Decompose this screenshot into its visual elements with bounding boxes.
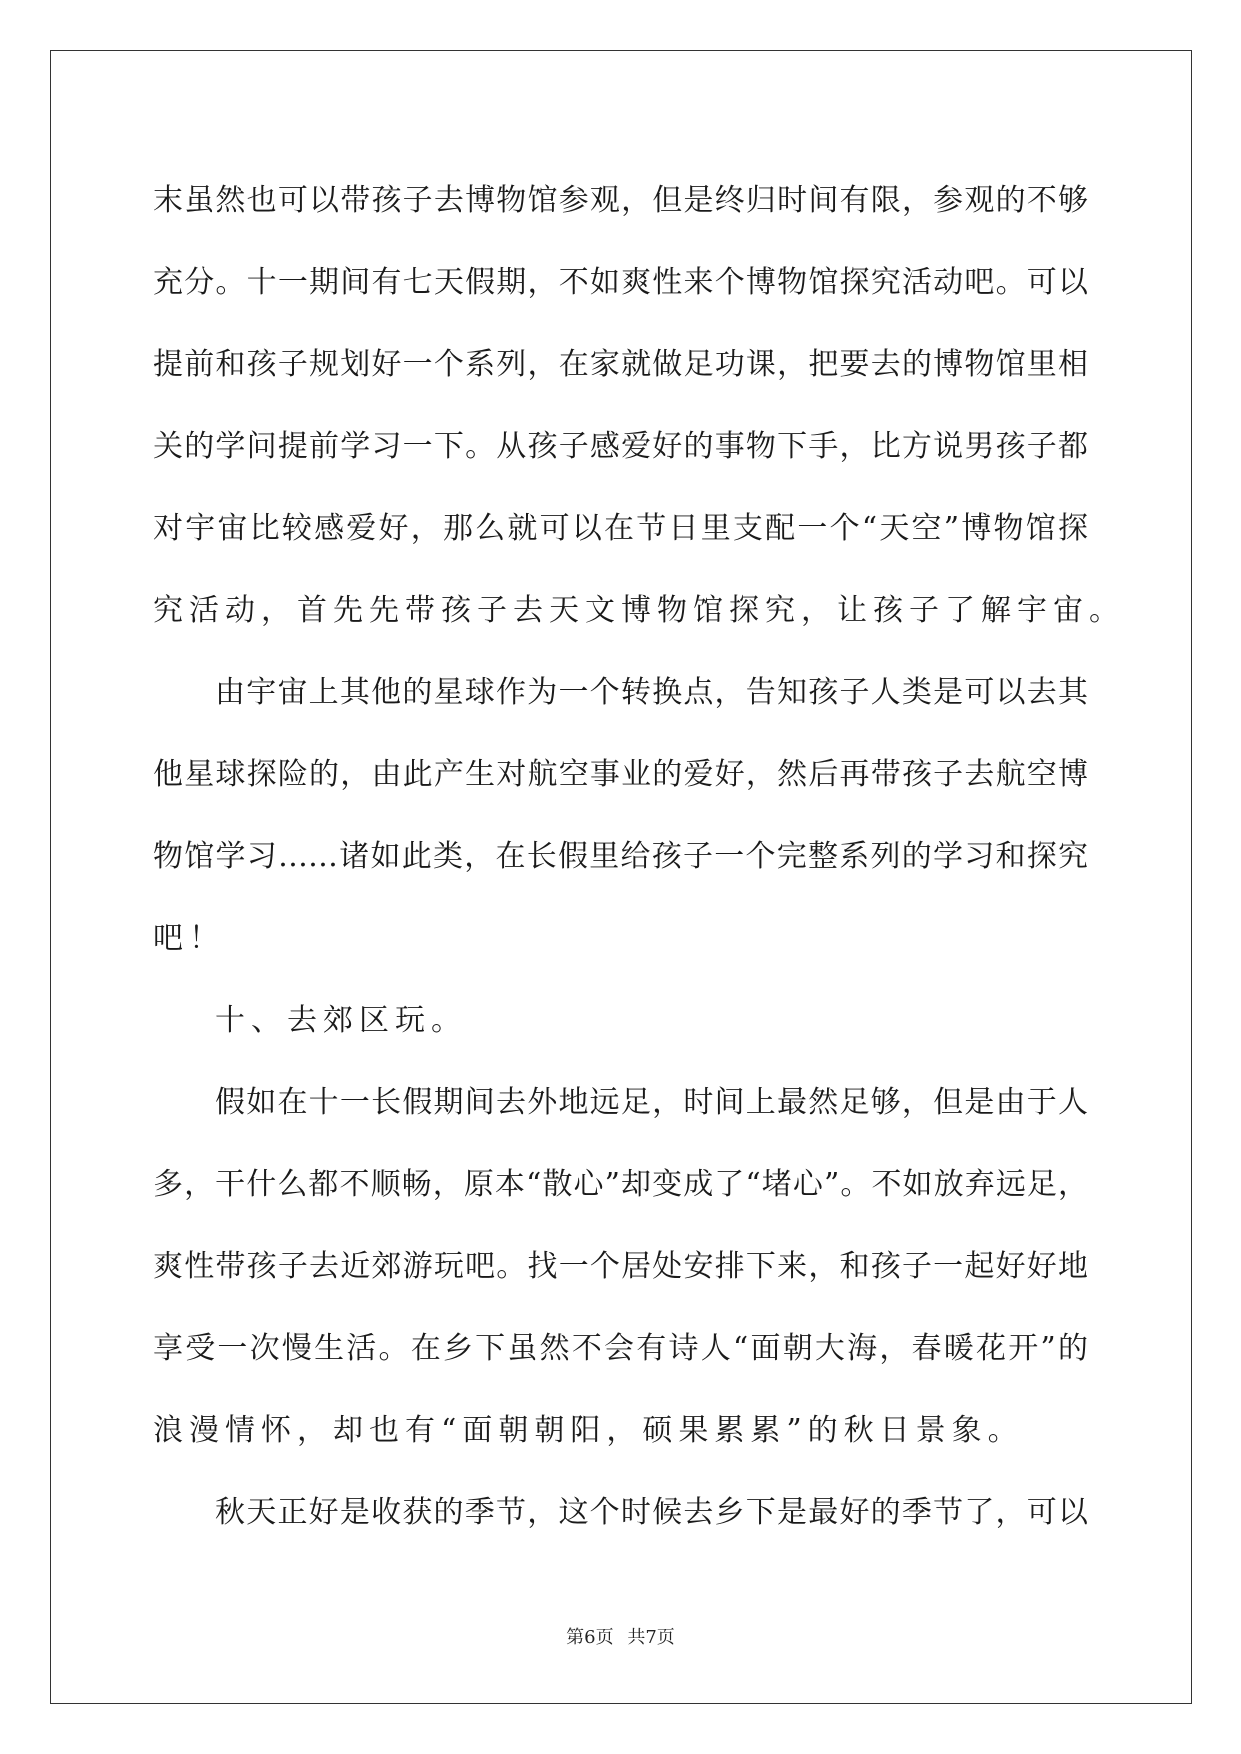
page-total: 共7页 (627, 1627, 675, 1648)
page-footer (0, 1623, 1241, 1649)
section-heading: 十、去郊区玩。 (215, 1003, 467, 1038)
text-line: 他星球探险的，由此产生对航空事业的爱好，然后再带孩子去航空博 (153, 757, 1088, 792)
text-line: 浪漫情怀，却也有“面朝朝阳，硕果累累”的秋日景象。 (153, 1413, 1024, 1448)
text-line: 充分。十一期间有七天假期，不如爽性来个博物馆探究活动吧。可以 (153, 265, 1088, 300)
text-line: 对宇宙比较感爱好，那么就可以在节日里支配一个“天空”博物馆探 (153, 511, 1088, 546)
text-line: 秋天正好是收获的季节，这个时候去乡下是最好的季节了，可以 (215, 1495, 1088, 1530)
text-line: 多，干什么都不顺畅，原本“散心”却变成了“堵心”。不如放弃远足， (153, 1167, 1088, 1202)
page-number: 第6页 (566, 1627, 614, 1648)
document-body (153, 160, 1125, 1554)
text-line: 爽性带孩子去近郊游玩吧。找一个居处安排下来，和孩子一起好好地 (153, 1249, 1088, 1284)
text-line: 享受一次慢生活。在乡下虽然不会有诗人“面朝大海，春暖花开”的 (153, 1331, 1088, 1366)
text-line: 究活动，首先先带孩子去天文博物馆探究，让孩子了解宇宙。 (153, 593, 1125, 628)
text-line: 物馆学习……诸如此类，在长假里给孩子一个完整系列的学习和探究 (153, 839, 1088, 874)
text-line: 提前和孩子规划好一个系列，在家就做足功课，把要去的博物馆里相 (153, 347, 1088, 382)
text-line: 由宇宙上其他的星球作为一个转换点，告知孩子人类是可以去其 (215, 675, 1088, 710)
text-line: 假如在十一长假期间去外地远足，时间上最然足够，但是由于人 (215, 1085, 1088, 1120)
text-line: 末虽然也可以带孩子去博物馆参观，但是终归时间有限，参观的不够 (153, 183, 1088, 218)
text-line: 关的学问提前学习一下。从孩子感爱好的事物下手，比方说男孩子都 (153, 429, 1088, 464)
text-line: 吧！ (153, 921, 225, 956)
